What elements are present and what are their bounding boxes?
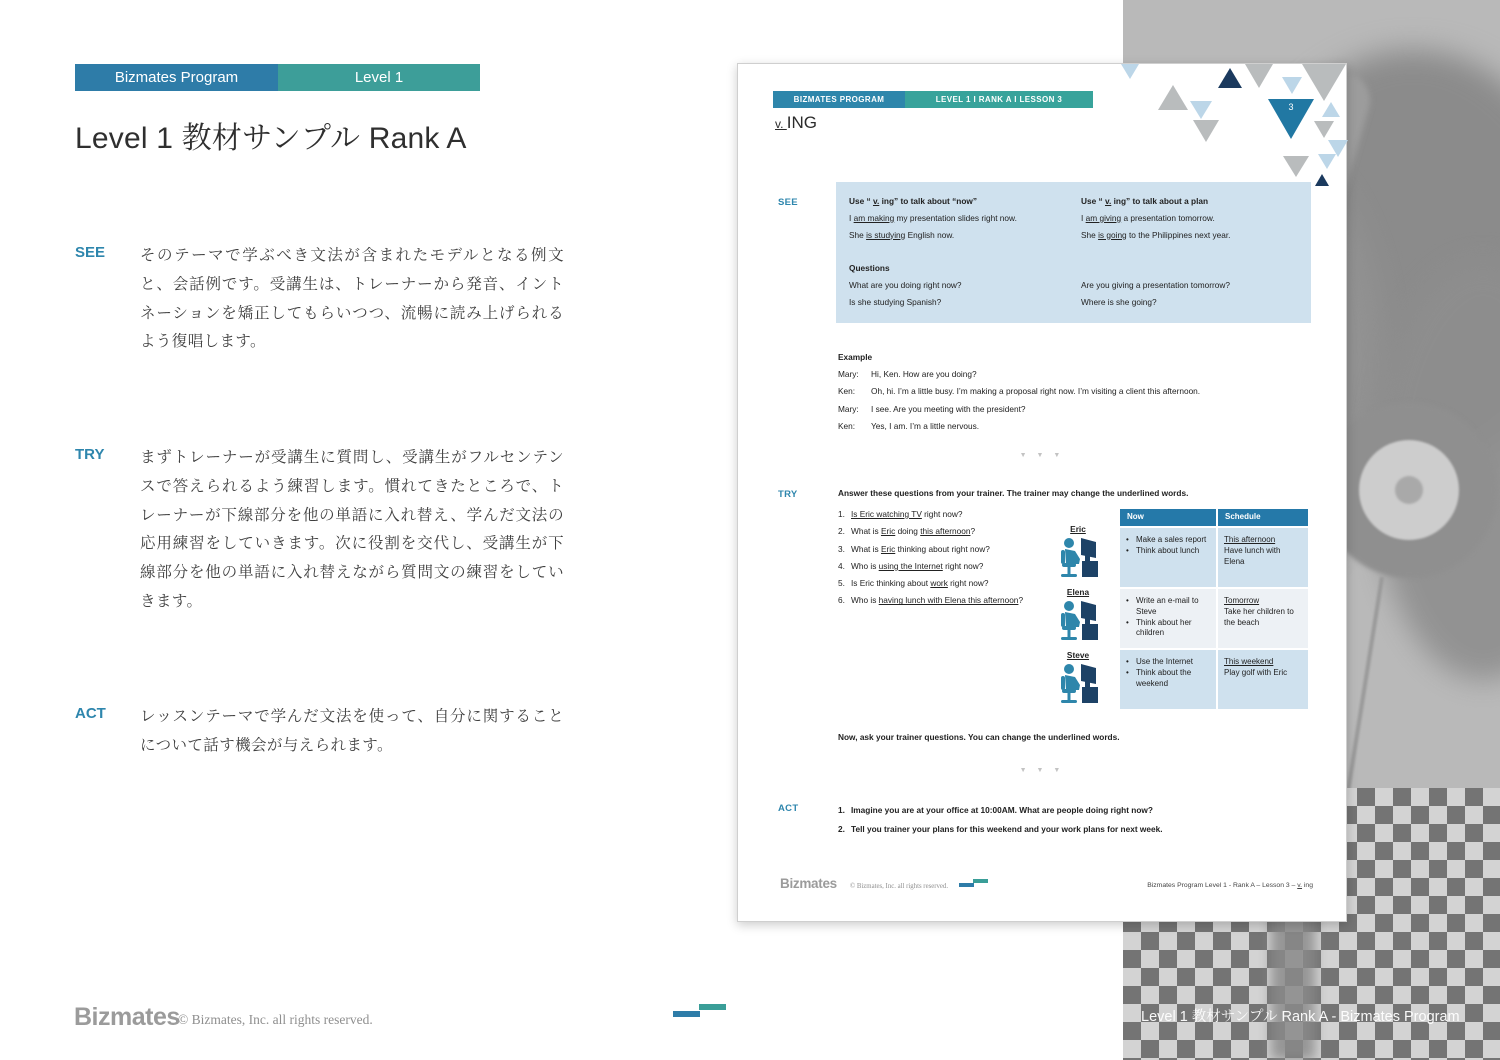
question-text: Who is having lunch with Elena this afternoon? [851, 595, 1024, 606]
dialog-text: I see. Are you meeting with the president? [871, 403, 1026, 414]
dialog-speaker: Mary: [838, 403, 859, 414]
try-instructions: Answer these questions from your trainer. The trainer may change the underlined words. [838, 488, 1189, 498]
act-task [838, 801, 1328, 820]
now-item: Make a sales report [1136, 535, 1207, 544]
dialog-text: Oh, hi. I’m a little busy. I’m making a proposal right now. I’m visiting a client this afternoon. [871, 386, 1201, 397]
person-at-computer-icon [1051, 661, 1105, 707]
person-at-computer-icon [1051, 535, 1105, 581]
act-task [838, 820, 1328, 839]
dialog-speaker: Ken: [838, 420, 856, 431]
act-description: レッスンテーマで学んだ文法を使って、自分に関することについて話す機会が与えられます。 [140, 708, 564, 754]
table-header-schedule: Schedule [1218, 509, 1308, 526]
question-text: What is Eric thinking about right now? [851, 543, 990, 554]
photo-caption: Level 1 教材サンプル Rank A - Bizmates Program [1141, 1009, 1460, 1025]
table-header-now: Now [1120, 509, 1216, 526]
try-question [838, 558, 1057, 575]
dialog-line [838, 383, 1318, 400]
dialog-line [838, 418, 1318, 435]
schedule-activity: Take her children to the beach [1224, 606, 1294, 627]
header-tabs [75, 64, 480, 91]
see-heading-plan: Use “ v. ing” to talk about a plan [1081, 196, 1209, 206]
headphone-earcup-shape [1395, 476, 1423, 504]
dialog-speaker: Mary: [838, 369, 859, 380]
now-item: Write an e-mail to Steve [1136, 596, 1199, 616]
see-column-now [849, 193, 1081, 312]
dialog-text: Hi, Ken. How are you doing? [871, 369, 977, 380]
task-number: 2. [838, 823, 845, 834]
question-number: 4. [838, 560, 845, 571]
try-label: TRY [75, 446, 105, 463]
decorative-dash-blue [959, 883, 974, 887]
example-heading: Example [838, 352, 873, 362]
worksheet-badges [773, 91, 1093, 108]
table-cell-schedule [1218, 650, 1308, 709]
see-heading-now: Use “ v. ing” to talk about “now” [849, 196, 978, 206]
see-question: What are you doing right now? [849, 280, 962, 291]
question-number: 3. [838, 543, 845, 554]
character-name: Eric [1070, 524, 1086, 534]
worksheet-try-label: TRY [778, 489, 798, 500]
tab-bizmates-program[interactable]: Bizmates Program [75, 64, 278, 91]
see-example-sentence: She is studying English now. [849, 229, 955, 240]
copyright-text: © Bizmates, Inc. all rights reserved. [178, 1012, 373, 1027]
try-question [838, 523, 1057, 540]
schedule-activity: Have lunch with Elena [1224, 545, 1281, 566]
see-column-plan [1081, 193, 1298, 312]
character-name: Elena [1066, 587, 1090, 597]
section-act [75, 703, 575, 761]
section-try [75, 444, 575, 617]
table-cell-schedule [1218, 528, 1308, 587]
decorative-dash-teal [973, 879, 988, 883]
question-number: 6. [838, 595, 845, 606]
table-cell-now: • Use the Internet • Think about the weekend [1120, 650, 1216, 709]
table-cell-now: • Write an e-mail to Steve • Think about her children [1120, 589, 1216, 648]
task-text: Imagine you are at your office at 10:00AM. What are people doing right now? [851, 805, 1153, 815]
try-question [838, 592, 1057, 609]
character-steve [1051, 650, 1105, 707]
worksheet-see-label: SEE [778, 197, 798, 208]
table-cell-schedule [1218, 589, 1308, 648]
act-label: ACT [75, 705, 106, 722]
task-text: Tell you trainer your plans for this weekend and your work plans for next week. [851, 823, 1163, 834]
see-question: Is she studying Spanish? [849, 296, 942, 307]
worksheet-copyright: © Bizmates, Inc. all rights reserved. [850, 883, 949, 890]
schedule-time: This afternoon [1224, 535, 1276, 544]
see-question: Where is she going? [1081, 297, 1157, 308]
try-question-list [838, 506, 1057, 610]
now-schedule-table [1120, 509, 1308, 709]
question-text: Who is using the Internet right now? [851, 560, 984, 571]
section-see [75, 242, 575, 357]
now-item: Use the Internet [1136, 657, 1193, 666]
character-name: Steve [1066, 650, 1090, 660]
question-text: What is Eric doing this afternoon? [851, 526, 976, 537]
worksheet-lesson-reference: Bizmates Program Level 1 - Rank A – Lesson 3 – v. ing [1147, 882, 1313, 889]
dialog-line [838, 401, 1318, 418]
question-text: Is Eric watching TV right now? [851, 509, 963, 519]
worksheet-bizmates-logo: Bizmates [780, 876, 837, 891]
character-eric [1051, 524, 1105, 581]
see-question: Are you giving a presentation tomorrow? [1081, 280, 1230, 291]
table-cell-now: • Make a sales report • Think about lunch [1120, 528, 1216, 587]
question-number: 1. [838, 509, 845, 519]
see-label: SEE [75, 244, 106, 261]
try-question [838, 575, 1057, 592]
schedule-activity: Play golf with Eric [1224, 667, 1288, 677]
tab-level-1[interactable]: Level 1 [278, 64, 480, 91]
dialog-text: Yes, I am. I’m a little nervous. [871, 420, 980, 431]
triangle-divider-icon: ▼ ▼ ▼ [1019, 452, 1065, 459]
now-item: Think about her children [1136, 617, 1192, 638]
task-number: 1. [838, 805, 845, 815]
decorative-dash-blue [673, 1011, 700, 1017]
question-text: Is Eric thinking about work right now? [851, 578, 989, 589]
see-example-sentence: She is going to the Philippines next year. [1081, 229, 1231, 240]
schedule-time: Tomorrow [1224, 596, 1260, 605]
person-at-computer-icon [1051, 598, 1105, 644]
badge-level-rank-lesson: LEVEL 1 I RANK A I LESSON 3 [905, 91, 1093, 108]
now-item: Think about the weekend [1136, 667, 1192, 688]
example-dialog [838, 349, 1318, 435]
try-question [838, 541, 1057, 558]
try-description: まずトレーナーが受講生に質問し、受講生がフルセンテンスで答えられるよう練習します。慣れてきたところで、トレーナーが下線部分を他の単語に入れ替え、学んだ文法の応用練習をしていきます。次に役割を交代し、受講生が下線部分を他の単語に入れ替えながら質問文の練習をしていきます。 [140, 449, 564, 610]
see-questions-heading: Questions [849, 263, 890, 274]
character-column [1051, 524, 1105, 713]
badge-bizmates-program: BIZMATES PROGRAM [773, 91, 905, 108]
page-number-triangle [1268, 99, 1314, 139]
act-task-list [838, 801, 1328, 838]
worksheet-page-number: 3 [1288, 102, 1294, 112]
see-example-sentence: I am giving a presentation tomorrow. [1081, 212, 1215, 223]
dialog-line [838, 366, 1318, 383]
character-elena [1051, 587, 1105, 644]
now-item: Think about lunch [1136, 545, 1200, 555]
see-description: そのテーマで学ぶべき文法が含まれたモデルとなる例文と、会話例です。受講生は、トレーナーから発音、イントネーションを矯正してもらいつつ、流暢に読み上げられるよう復唱します。 [140, 247, 564, 351]
triangle-divider-icon: ▼ ▼ ▼ [1019, 767, 1065, 774]
worksheet-act-label: ACT [778, 803, 799, 814]
bizmates-logo: Bizmates [74, 1003, 180, 1031]
question-number: 2. [838, 526, 845, 537]
decorative-dash-teal [699, 1004, 726, 1010]
worksheet-title: v. ING [775, 113, 818, 132]
question-number: 5. [838, 578, 845, 589]
try-question [838, 506, 1057, 523]
schedule-time: This weekend [1224, 657, 1274, 666]
page-title: Level 1 教材サンプル Rank A [75, 122, 467, 155]
try-outro-instructions: Now, ask your trainer questions. You can change the underlined words. [838, 732, 1120, 742]
worksheet-page [737, 63, 1347, 922]
see-example-sentence: I am making my presentation slides right now. [849, 212, 1017, 223]
see-grammar-box [836, 182, 1311, 323]
dialog-speaker: Ken: [838, 386, 856, 397]
